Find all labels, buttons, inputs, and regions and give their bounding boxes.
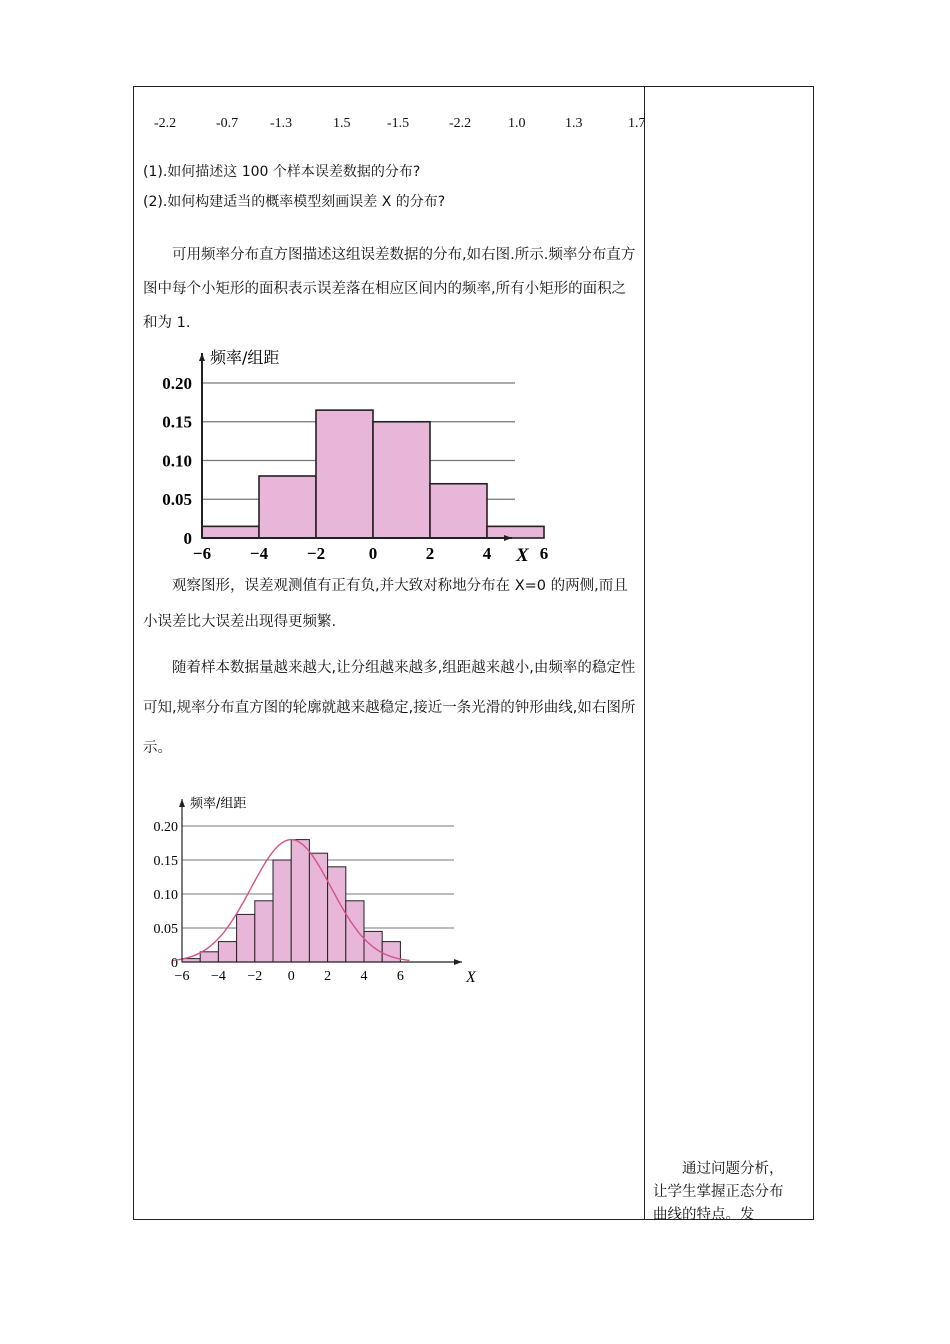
histogram-bar: [255, 901, 273, 962]
data-value: -2.2: [449, 116, 472, 131]
x-tick-label: 4: [482, 544, 492, 563]
x-tick-label: 0: [368, 544, 378, 563]
histogram-bar: [487, 526, 544, 538]
y-axis-arrow: [199, 353, 205, 361]
x-tick-label: −6: [192, 544, 212, 563]
data-value: -1.5: [387, 116, 410, 131]
x-tick-label: −2: [247, 969, 263, 984]
histogram-bar: [218, 942, 236, 962]
histogram-bar: [237, 914, 255, 962]
y-tick-label: 0.20: [153, 819, 178, 835]
histogram-bar: [291, 840, 309, 962]
histogram-bar: [346, 901, 364, 962]
data-value: 1.7: [628, 116, 646, 131]
x-tick-label: 2: [324, 969, 332, 984]
data-value: 1.5: [333, 116, 351, 131]
histogram-bar: [200, 952, 218, 962]
data-value: -2.2: [154, 116, 177, 131]
data-value: -0.7: [216, 116, 239, 131]
histogram-bar: [316, 410, 373, 538]
histogram-chart-2: [140, 795, 480, 990]
column-divider: [644, 86, 645, 1220]
x-tick-label: 6: [396, 969, 404, 984]
y-tick-label: 0.20: [162, 373, 192, 393]
x-axis-arrow: [454, 959, 462, 965]
data-value: 1.0: [508, 116, 526, 131]
histogram-bar: [309, 853, 327, 962]
histogram-bar: [430, 484, 487, 538]
x-tick-label: −4: [210, 969, 226, 984]
x-tick-label: −6: [174, 969, 190, 984]
x-tick-label: −2: [306, 544, 326, 563]
x-tick-label: 2: [425, 544, 435, 563]
y-tick-label: 0.05: [162, 490, 192, 510]
x-axis-label: X: [466, 969, 476, 986]
histogram-bar: [202, 526, 259, 538]
y-axis-label: 频率/组距: [210, 348, 280, 368]
paragraph-observation: 观察图形，误差观测值有正有负,并大致对称地分布在 X=0 的两侧,而且小误差比大误差出现得更频繁.: [143, 578, 628, 630]
y-tick-label: 0.15: [162, 412, 192, 432]
x-tick-label: 6: [539, 544, 549, 563]
data-value: 1.3: [565, 116, 583, 131]
paragraph-histogram-description: 可用频率分布直方图描述这组误差数据的分布,如右图.所示.频率分布直方图中每个小矩形的面积表示误差落在相应区间内的频率,所有小矩形的面积之和为 1.: [143, 247, 636, 331]
paragraph-bell-curve: 随着样本数据量越来越大,让分组越来越多,组距越来越小,由频率的稳定性可知,规率分布直方图的轮廓就越来越稳定,接近一条光滑的钟形曲线,如右图所示。: [143, 660, 636, 756]
x-tick-label: −4: [249, 544, 269, 563]
histogram-bar: [328, 867, 346, 962]
question-2: (2).如何构建适当的概率模型刻画误差 X 的分布?: [143, 194, 446, 210]
histogram-bar: [259, 476, 316, 538]
histogram-chart-1: [140, 345, 549, 570]
y-axis-label: 频率/组距: [190, 796, 247, 812]
data-value: -1.3: [270, 116, 293, 131]
y-tick-label: 0.15: [153, 853, 178, 869]
x-tick-label: 4: [360, 969, 368, 984]
histogram-bar: [373, 422, 430, 538]
y-tick-label: 0.10: [162, 451, 192, 471]
y-axis-arrow: [179, 799, 185, 807]
x-tick-label: 0: [287, 969, 295, 984]
y-tick-label: 0.10: [153, 887, 178, 903]
x-axis-label: X: [516, 545, 529, 566]
y-tick-label: 0: [183, 528, 192, 548]
question-1: (1).如何描述这 100 个样本误差数据的分布?: [143, 164, 421, 180]
y-tick-label: 0.05: [153, 921, 178, 937]
histogram-bar: [273, 860, 291, 962]
y-tick-label: 0: [171, 955, 178, 971]
side-note: 通过问题分析，让学生掌握正态分布曲线的特点。发: [653, 1161, 784, 1223]
